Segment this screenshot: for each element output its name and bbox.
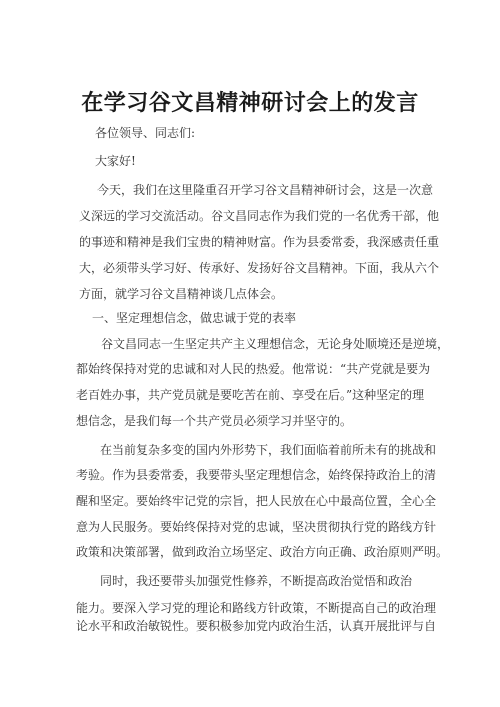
paragraph-line: 谷文昌同志一生坚定共产主义理想信念，无论身处顺境还是逆境， [101,337,450,351]
paragraph-line: 在当前复杂多变的国内外形势下，我们面临着前所未有的挑战和 [100,443,437,457]
section-heading: 一、坚定理想信念，做忠诚于党的表率 [92,311,297,325]
paragraph-line: 政策和决策部署，做到政治立场坚定、政治方向正确、政治原则严明。 [76,545,449,559]
salutation: 各位领导、同志们: [95,126,196,140]
document-title: 在学习谷文昌精神研讨会上的发言 [81,91,419,116]
paragraph-line: 同时，我还要带头加强党性修养，不断提高政治觉悟和政治 [100,574,413,588]
paragraph-line: 论水平和政治敏锐性。要积极参加党内政治生活，认真开展批评与自 [76,619,437,633]
paragraph-line: 都始终保持对党的忠诚和对人民的热爱。他常说：“共产党就是要为 [76,362,431,376]
greeting: 大家好! [95,154,136,168]
paragraph-line: 醒和坚定。要始终牢记党的宗旨，把人民放在心中最高位置，全心全 [76,494,437,508]
paragraph-line: 今天，我们在这里隆重召开学习谷文昌精神研讨会，这是一次意 [97,183,434,197]
paragraph-line: 想信念，是我们每一个共产党员必须学习并坚守的。 [76,414,353,428]
paragraph-line: 义深远的学习交流活动。谷文昌同志作为我们党的一名优秀干部，他 [79,209,440,223]
paragraph-line: 老百姓办事，共产党员就是要吃苦在前、享受在后。”这种坚定的理 [76,388,425,402]
paragraph-line: 意为人民服务。要始终保持对党的忠诚，坚决贯彻执行党的路线方针 [76,520,437,534]
paragraph-line: 的事迹和精神是我们宝贵的精神财富。作为县委常委，我深感责任重 [79,235,440,249]
paragraph-line: 大，必须带头学习好、传承好、发扬好谷文昌精神。下面，我从六个 [79,261,440,275]
paragraph-line: 考验。作为县委常委，我要带头坚定理想信念，始终保持政治上的清 [76,468,437,482]
paragraph-line: 方面，就学习谷文昌精神谈几点体会。 [79,287,284,301]
paragraph-line: 能力。要深入学习党的理论和路线方针政策，不断提高自己的政治理 [76,601,437,615]
